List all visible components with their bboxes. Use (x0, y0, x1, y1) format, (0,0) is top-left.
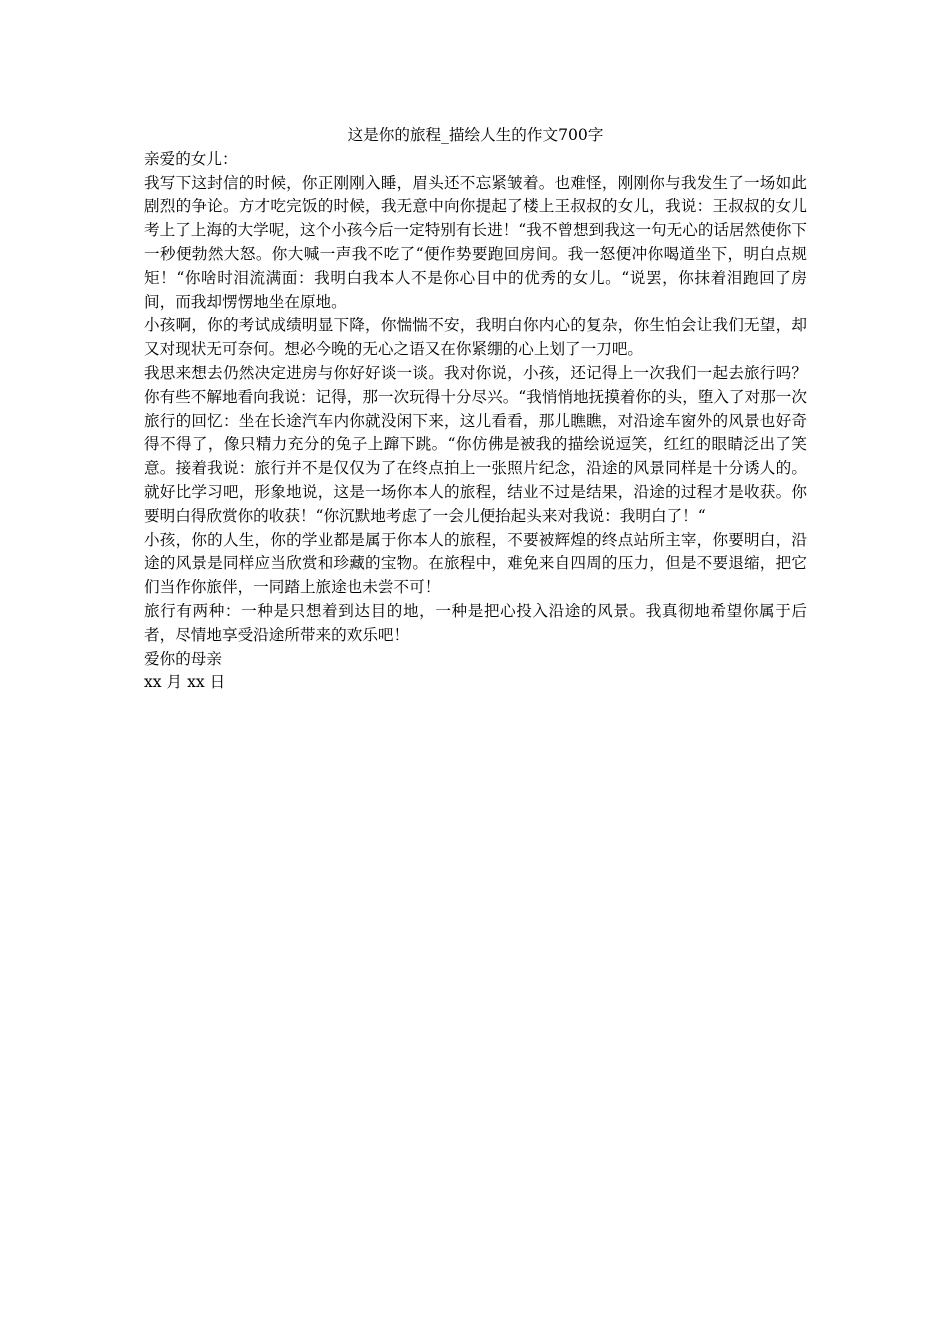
paragraph-1: 我写下这封信的时候，你正刚刚入睡，眉头还不忘紧皱着。也难怪，刚刚你与我发生了一场如此剧烈的争论。方才吃完饭的时候，我无意中向你提起了楼上王叔叔的女儿，我说：王叔叔的女儿考上了上海的大学呢，这个小孩今后一定特别有长进！“我不曾想到我这一句无心的话居然使你下一秒便勃然大怒。你大喊一声我不吃了“便作势要跑回房间。我一怒便冲你喝道坐下，明白点规矩！“你啥时泪流满面：我明白我本人不是你心目中的优秀的女儿。“说罢，你抹着泪跑回了房间，而我却愣愣地坐在原地。 (144, 173, 807, 311)
paragraph-3: 我思来想去仍然决定进房与你好好谈一谈。我对你说，小孩，还记得上一次我们一起去旅行吗？你有些不解地看向我说：记得，那一次玩得十分尽兴。“我悄悄地抚摸着你的头，堕入了对那一次旅行的回忆：坐在长途汽车内你就没闲下来，这儿看看，那儿瞧瞧，对沿途车窗外的风景也好奇得不得了，像只精力充分的兔子上蹿下跳。“你仿佛是被我的描绘说逗笑，红红的眼睛泛出了笑意。接着我说：旅行并不是仅仅为了在终点拍上一张照片纪念，沿途的风景同样是十分诱人的。就好比学习吧，形象地说，这是一场你本人的旅程，结业不过是结果，沿途的过程才是收获。你要明白得欣赏你的收获！“你沉默地考虑了一会儿便抬起头来对我说：我明白了！“ (144, 363, 807, 525)
document-title: 这是你的旅程_描绘人生的作文700字 (347, 126, 604, 144)
document-body (144, 124, 807, 695)
salutation: 亲爱的女儿： (144, 149, 238, 168)
closing-signature: 爱你的母亲 (144, 649, 222, 668)
paragraph-2: 小孩啊，你的考试成绩明显下降，你惴惴不安，我明白你内心的复杂，你生怕会让我们无望，却又对现状无可奈何。想必今晚的无心之语又在你紧绷的心上划了一刀吧。 (144, 316, 807, 359)
letter-date: xx 月 xx 日 (144, 673, 226, 692)
paragraph-5: 旅行有两种：一种是只想着到达目的地，一种是把心投入沿途的风景。我真彻地希望你属于后者，尽情地享受沿途所带来的欢乐吧！ (144, 601, 807, 644)
paragraph-4: 小孩，你的人生，你的学业都是属于你本人的旅程，不要被辉煌的终点站所主宰，你要明白，沿途的风景是同样应当欣赏和珍藏的宝物。在旅程中，难免来自四周的压力，但是不要退缩，把它们当作你旅伴，一同踏上旅途也未尝不可！ (144, 530, 807, 597)
